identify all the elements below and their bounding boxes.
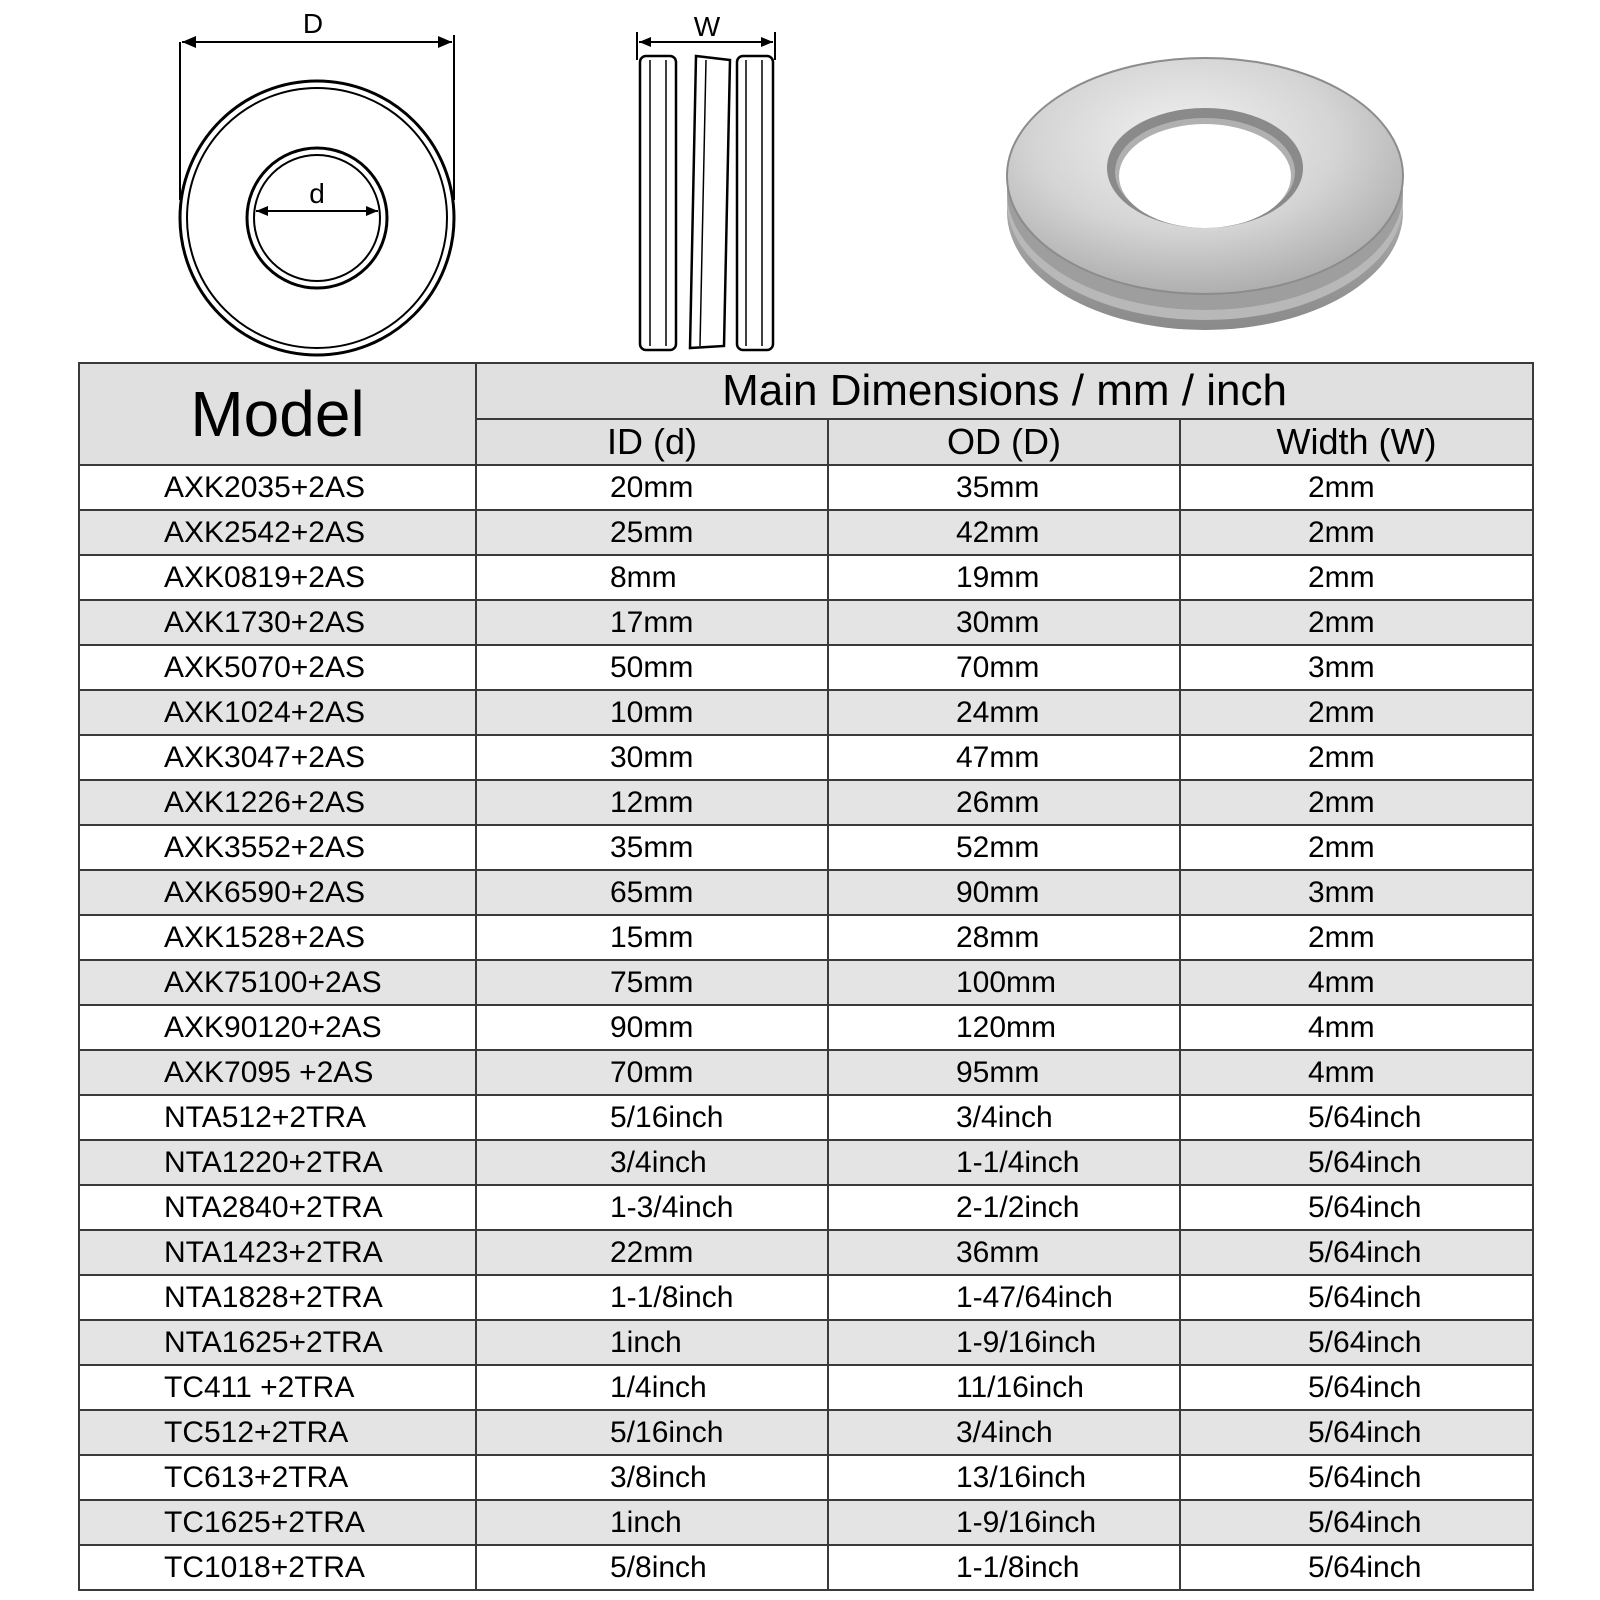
- model-cell: AXK75100+2AS: [79, 960, 476, 1005]
- od-cell: 2-1/2inch: [828, 1185, 1180, 1230]
- od-cell: 36mm: [828, 1230, 1180, 1275]
- width-cell: 5/64inch: [1180, 1365, 1533, 1410]
- inner-diameter-label: d: [309, 178, 325, 209]
- id-cell: 20mm: [476, 465, 828, 510]
- od-cell: 3/4inch: [828, 1410, 1180, 1455]
- id-cell: 1-3/4inch: [476, 1185, 828, 1230]
- width-cell: 2mm: [1180, 690, 1533, 735]
- id-cell: 3/8inch: [476, 1455, 828, 1500]
- table-row: [79, 1050, 1533, 1095]
- width-cell: 5/64inch: [1180, 1185, 1533, 1230]
- model-cell: AXK6590+2AS: [79, 870, 476, 915]
- width-cell: 5/64inch: [1180, 1545, 1533, 1590]
- width-label: W: [693, 11, 721, 42]
- model-cell: AXK3552+2AS: [79, 825, 476, 870]
- id-cell: 10mm: [476, 690, 828, 735]
- od-cell: 95mm: [828, 1050, 1180, 1095]
- id-cell: 3/4inch: [476, 1140, 828, 1185]
- model-cell: AXK1226+2AS: [79, 780, 476, 825]
- width-cell: 2mm: [1180, 600, 1533, 645]
- id-cell: 1inch: [476, 1500, 828, 1545]
- width-cell: 2mm: [1180, 465, 1533, 510]
- table-row: [79, 1455, 1533, 1500]
- id-cell: 15mm: [476, 915, 828, 960]
- id-header: ID (d): [476, 419, 828, 465]
- width-cell: 5/64inch: [1180, 1455, 1533, 1500]
- id-cell: 22mm: [476, 1230, 828, 1275]
- id-cell: 17mm: [476, 600, 828, 645]
- model-cell: NTA1423+2TRA: [79, 1230, 476, 1275]
- width-cell: 5/64inch: [1180, 1230, 1533, 1275]
- model-cell: TC411 +2TRA: [79, 1365, 476, 1410]
- table-row: [79, 1320, 1533, 1365]
- width-cell: 2mm: [1180, 555, 1533, 600]
- table-row: [79, 1185, 1533, 1230]
- width-cell: 2mm: [1180, 735, 1533, 780]
- table-row: [79, 1140, 1533, 1185]
- od-cell: 90mm: [828, 870, 1180, 915]
- table-row: [79, 1275, 1533, 1320]
- diagram-canvas: [0, 0, 1600, 360]
- od-cell: 19mm: [828, 555, 1180, 600]
- od-cell: 1-1/4inch: [828, 1140, 1180, 1185]
- od-cell: 1-47/64inch: [828, 1275, 1180, 1320]
- width-cell: 5/64inch: [1180, 1095, 1533, 1140]
- od-cell: 11/16inch: [828, 1365, 1180, 1410]
- model-cell: AXK2542+2AS: [79, 510, 476, 555]
- width-cell: 5/64inch: [1180, 1275, 1533, 1320]
- width-cell: 4mm: [1180, 1050, 1533, 1095]
- od-cell: 52mm: [828, 825, 1180, 870]
- width-cell: 2mm: [1180, 510, 1533, 555]
- model-cell: AXK1528+2AS: [79, 915, 476, 960]
- id-cell: 35mm: [476, 825, 828, 870]
- width-cell: 3mm: [1180, 645, 1533, 690]
- od-cell: 70mm: [828, 645, 1180, 690]
- table-row: [79, 510, 1533, 555]
- table-row: [79, 600, 1533, 645]
- model-cell: TC613+2TRA: [79, 1455, 476, 1500]
- table-row: [79, 1365, 1533, 1410]
- width-cell: 5/64inch: [1180, 1500, 1533, 1545]
- width-cell: 2mm: [1180, 825, 1533, 870]
- width-cell: 2mm: [1180, 780, 1533, 825]
- od-header: OD (D): [828, 419, 1180, 465]
- id-cell: 30mm: [476, 735, 828, 780]
- width-cell: 3mm: [1180, 870, 1533, 915]
- table-row: [79, 780, 1533, 825]
- model-cell: AXK90120+2AS: [79, 1005, 476, 1050]
- id-cell: 65mm: [476, 870, 828, 915]
- model-cell: NTA2840+2TRA: [79, 1185, 476, 1230]
- side-view-diagram: [637, 32, 775, 350]
- width-cell: 5/64inch: [1180, 1140, 1533, 1185]
- id-cell: 90mm: [476, 1005, 828, 1050]
- id-cell: 70mm: [476, 1050, 828, 1095]
- id-cell: 12mm: [476, 780, 828, 825]
- id-cell: 1/4inch: [476, 1365, 828, 1410]
- table-row: [79, 465, 1533, 510]
- od-cell: 30mm: [828, 600, 1180, 645]
- main-dimensions-header: Main Dimensions / mm / inch: [476, 363, 1533, 419]
- od-cell: 13/16inch: [828, 1455, 1180, 1500]
- od-cell: 35mm: [828, 465, 1180, 510]
- model-header: Model: [79, 363, 476, 465]
- width-cell: 5/64inch: [1180, 1410, 1533, 1455]
- model-cell: TC1625+2TRA: [79, 1500, 476, 1545]
- od-cell: 42mm: [828, 510, 1180, 555]
- id-cell: 5/8inch: [476, 1545, 828, 1590]
- model-cell: TC512+2TRA: [79, 1410, 476, 1455]
- model-cell: AXK3047+2AS: [79, 735, 476, 780]
- od-cell: 26mm: [828, 780, 1180, 825]
- table-row: [79, 1500, 1533, 1545]
- od-cell: 28mm: [828, 915, 1180, 960]
- table-row: [79, 870, 1533, 915]
- width-cell: 4mm: [1180, 960, 1533, 1005]
- model-cell: AXK1730+2AS: [79, 600, 476, 645]
- width-cell: 4mm: [1180, 1005, 1533, 1050]
- id-cell: 1-1/8inch: [476, 1275, 828, 1320]
- bearing-diagrams: [0, 0, 1600, 360]
- table-row: [79, 1410, 1533, 1455]
- table-row: [79, 1230, 1533, 1275]
- model-cell: AXK5070+2AS: [79, 645, 476, 690]
- model-cell: NTA1625+2TRA: [79, 1320, 476, 1365]
- id-cell: 25mm: [476, 510, 828, 555]
- table-row: [79, 1095, 1533, 1140]
- outer-diameter-label: D: [302, 8, 324, 39]
- model-cell: AXK2035+2AS: [79, 465, 476, 510]
- table-body: [79, 465, 1533, 1590]
- table-row: [79, 690, 1533, 735]
- od-cell: 24mm: [828, 690, 1180, 735]
- model-cell: NTA1220+2TRA: [79, 1140, 476, 1185]
- table-row: [79, 915, 1533, 960]
- model-cell: TC1018+2TRA: [79, 1545, 476, 1590]
- id-cell: 8mm: [476, 555, 828, 600]
- model-cell: AXK7095 +2AS: [79, 1050, 476, 1095]
- od-cell: 3/4inch: [828, 1095, 1180, 1140]
- table-row: [79, 825, 1533, 870]
- table-row: [79, 1005, 1533, 1050]
- od-cell: 100mm: [828, 960, 1180, 1005]
- model-cell: NTA1828+2TRA: [79, 1275, 476, 1320]
- id-cell: 75mm: [476, 960, 828, 1005]
- od-cell: 1-9/16inch: [828, 1320, 1180, 1365]
- table-row: [79, 555, 1533, 600]
- width-cell: 5/64inch: [1180, 1320, 1533, 1365]
- table-row: [79, 1545, 1533, 1590]
- model-cell: AXK0819+2AS: [79, 555, 476, 600]
- dimensions-table: [78, 362, 1534, 1591]
- model-cell: AXK1024+2AS: [79, 690, 476, 735]
- od-cell: 1-9/16inch: [828, 1500, 1180, 1545]
- model-cell: NTA512+2TRA: [79, 1095, 476, 1140]
- table-row: [79, 645, 1533, 690]
- width-header: Width (W): [1180, 419, 1533, 465]
- id-cell: 5/16inch: [476, 1410, 828, 1455]
- table-row: [79, 735, 1533, 780]
- width-cell: 2mm: [1180, 915, 1533, 960]
- od-cell: 1-1/8inch: [828, 1545, 1180, 1590]
- table-row: [79, 960, 1533, 1005]
- od-cell: 120mm: [828, 1005, 1180, 1050]
- id-cell: 5/16inch: [476, 1095, 828, 1140]
- od-cell: 47mm: [828, 735, 1180, 780]
- id-cell: 1inch: [476, 1320, 828, 1365]
- bearing-photo: [1007, 58, 1403, 330]
- id-cell: 50mm: [476, 645, 828, 690]
